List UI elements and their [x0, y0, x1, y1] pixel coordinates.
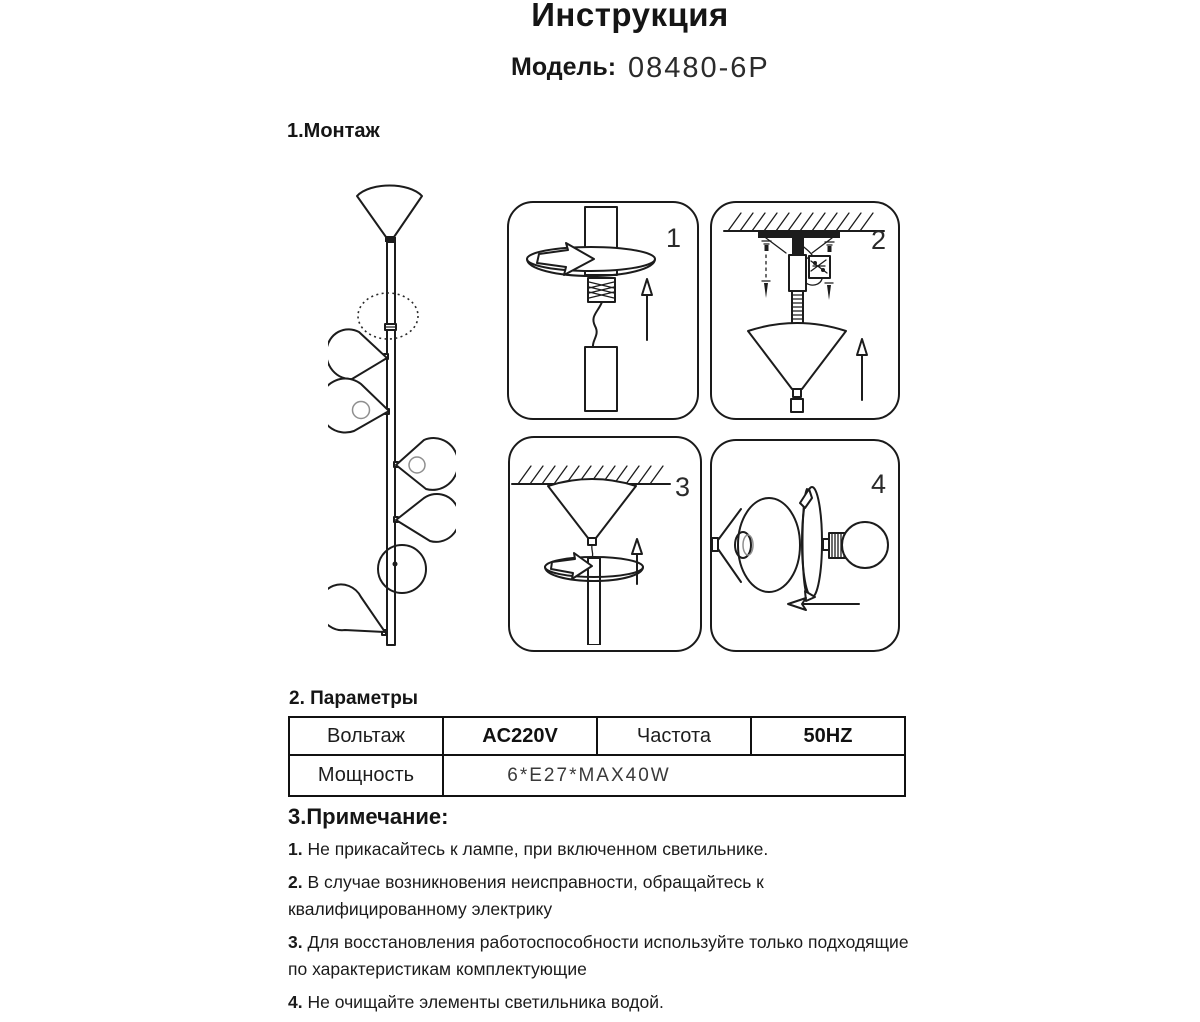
note-2-number: 2.: [288, 872, 303, 892]
floor-lamp-diagram: [328, 180, 456, 652]
model-number: 08480-6P: [628, 52, 770, 84]
step-1-number: 1: [665, 223, 681, 253]
step-1-pole-assembly-diagram: [509, 203, 692, 413]
notes-list: [288, 836, 920, 1022]
note-item-2: [288, 869, 920, 923]
frequency-value: 50HZ: [751, 717, 905, 755]
model-label: Модель:: [511, 53, 617, 81]
table-row: [289, 755, 905, 796]
section-notes-heading: 3.Примечание:: [288, 804, 449, 829]
power-label: Мощность: [289, 755, 443, 796]
voltage-value: AC220V: [443, 717, 597, 755]
step-4-panel: [710, 439, 900, 652]
section-montage-heading: 1.Монтаж: [287, 120, 380, 142]
note-3-number: 3.: [288, 932, 303, 952]
page-title: Инструкция: [531, 0, 729, 33]
step-2-number: 2: [870, 225, 886, 255]
frequency-label: Частота: [597, 717, 751, 755]
step-2-ceiling-mount-diagram: [712, 203, 893, 413]
table-row: [289, 717, 905, 755]
step-3-pole-to-canopy-diagram: [510, 438, 695, 645]
step-2-panel: [710, 201, 900, 420]
note-4-text: Не очищайте элементы светильника водой.: [307, 992, 664, 1012]
voltage-label: Вольтаж: [289, 717, 443, 755]
note-3-text: Для восстановления работоспособности используйте только подходящие по характеристикам комплектующие: [288, 932, 909, 979]
note-1-number: 1.: [288, 839, 303, 859]
step-3-panel: [508, 436, 702, 652]
note-item-1: [288, 836, 920, 863]
section-params-heading: 2. Параметры: [289, 688, 419, 709]
parameters-table: [288, 716, 906, 797]
power-value: 6*E27*MAX40W: [443, 755, 905, 796]
step-4-number: 4: [870, 469, 886, 499]
step-1-panel: [507, 201, 699, 420]
step-4-bulb-install-diagram: [712, 441, 893, 645]
note-1-text: Не прикасайтесь к лампе, при включенном светильнике.: [307, 839, 769, 859]
step-3-number: 3: [674, 472, 690, 502]
note-4-number: 4.: [288, 992, 303, 1012]
note-item-3: [288, 929, 920, 983]
note-2-text: В случае возникновения неисправности, обращайтесь к квалифицированному электрику: [288, 872, 764, 919]
note-item-4: [288, 989, 920, 1016]
